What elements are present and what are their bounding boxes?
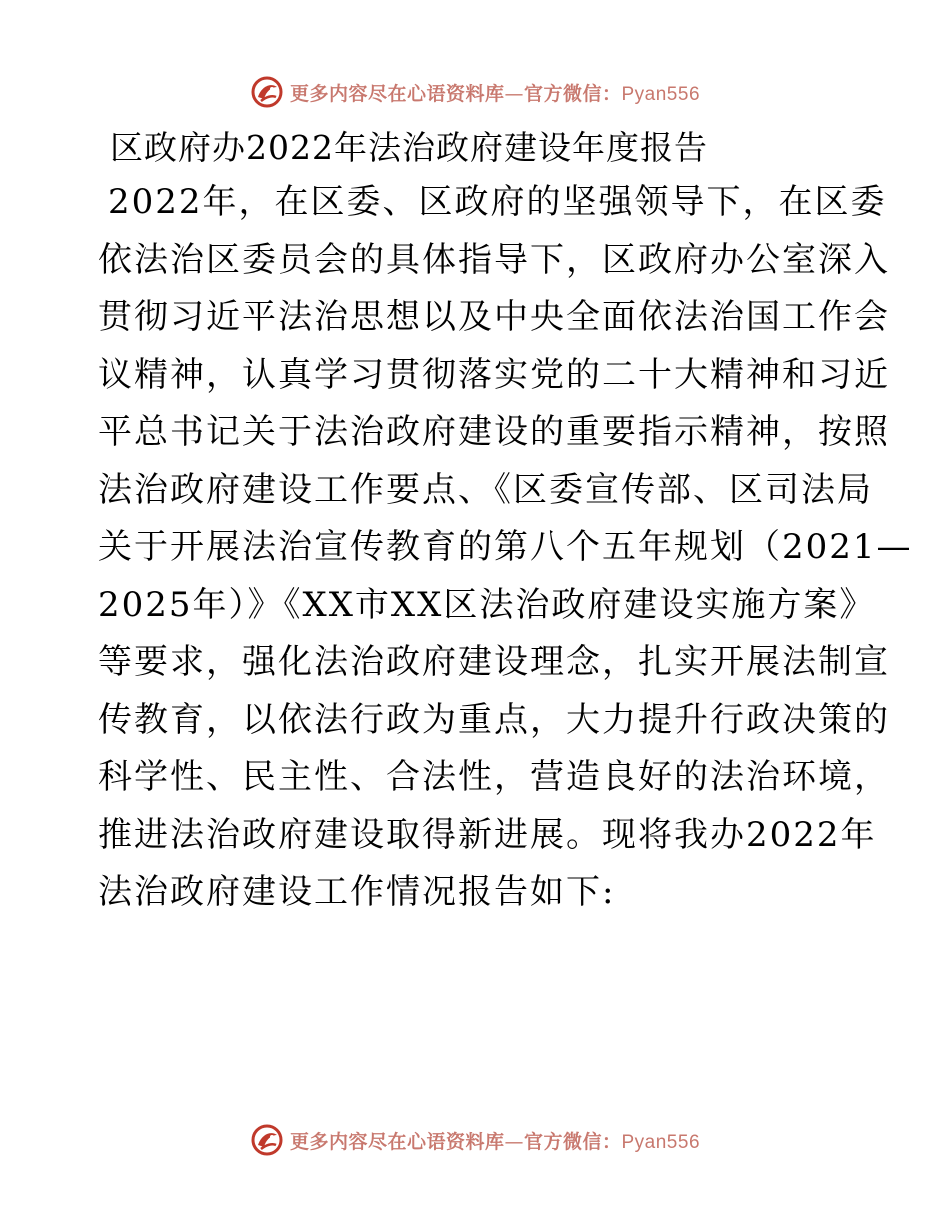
watermark-label: 官方微信：	[523, 1130, 622, 1153]
watermark-separator: —	[504, 82, 524, 105]
watermark-main-text: 更多内容尽在心语资料库	[289, 82, 505, 105]
watermark-text	[290, 79, 700, 106]
watermark-label: 官方微信：	[523, 82, 622, 105]
paragraph-line-last: 法治政府建设工作情况报告如下:	[98, 872, 616, 912]
paragraph-line: 科学性、民主性、合法性，营造良好的法治环境，	[98, 757, 890, 797]
paragraph-line: 贯彻习近平法治思想以及中央全面依法治国工作会	[98, 297, 890, 337]
paragraph-line: 法治政府建设工作要点、《区委宣传部、区司法局	[98, 469, 873, 510]
watermark-wechat-id: Pyan556	[621, 1131, 701, 1153]
paragraph-line: 等要求，强化法治政府建设理念，扎实开展法制宣	[98, 642, 890, 682]
watermark-content	[250, 1123, 700, 1157]
paragraph-line: 关于开展法治宣传教育的第八个五年规划（2021—	[98, 527, 913, 567]
paragraph-line: 2022年，在区委、区政府的坚强领导下，在区委	[108, 182, 887, 222]
watermark-separator: —	[504, 1130, 524, 1153]
body-paragraph	[98, 174, 913, 922]
watermark-text	[290, 1127, 700, 1154]
watermark-wechat-id: Pyan556	[621, 83, 701, 105]
red-swirl-logo-icon	[250, 75, 284, 109]
paragraph-line: 议精神，认真学习贯彻落实党的二十大精神和习近	[98, 354, 890, 395]
watermark-main-text: 更多内容尽在心语资料库	[289, 1130, 505, 1153]
footer-watermark	[0, 1120, 950, 1160]
header-watermark	[0, 72, 950, 112]
paragraph-line: 推进法治政府建设取得新进展。现将我办2022年	[98, 814, 877, 855]
document-title: 区政府办2022年法治政府建设年度报告	[110, 128, 708, 167]
paragraph-line: 依法治区委员会的具体指导下，区政府办公室深入	[98, 239, 890, 280]
red-swirl-logo-icon	[250, 1123, 284, 1157]
watermark-content	[250, 75, 700, 109]
paragraph-line: 平总书记关于法治政府建设的重要指示精神，按照	[98, 412, 890, 452]
paragraph-line: 传教育，以依法行政为重点，大力提升行政决策的	[98, 699, 890, 740]
paragraph-line: 2025年）》《XX市XX区法治政府建设实施方案》	[98, 584, 876, 625]
